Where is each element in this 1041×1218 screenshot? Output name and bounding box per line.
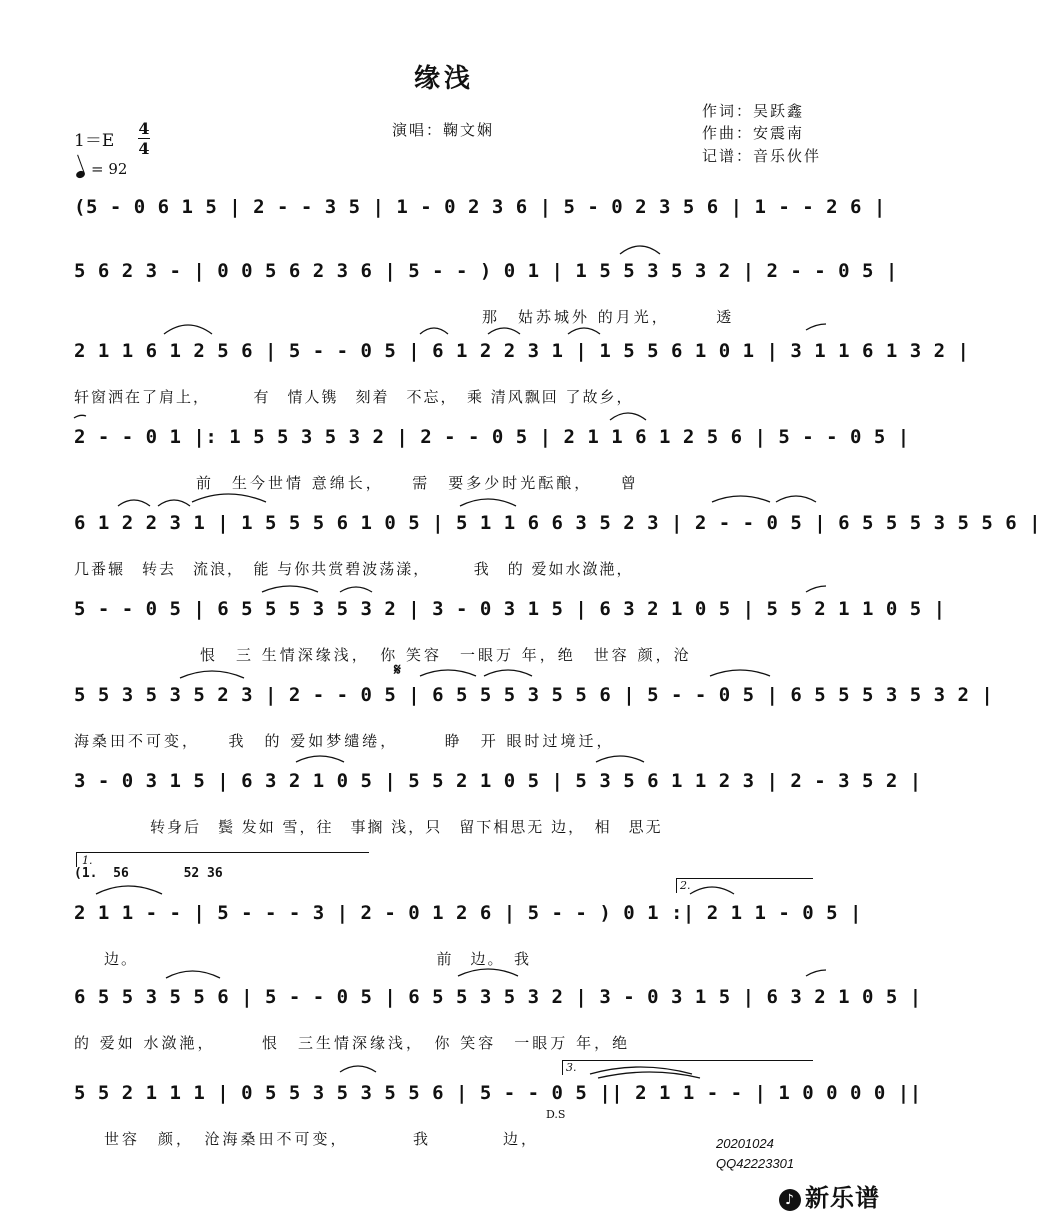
transcriber-credit: 记谱：音乐伙伴 [702,147,822,165]
notation-line: 5 6 2 3 - | 0 0 5 6 2 3 6 | 5 - - ) 0 1 | 1 5 5 3 5 3 2 | 2 - - 0 5 | [74,260,898,282]
slur-arc [568,328,600,334]
tempo-value: = 92 [91,160,128,178]
notation-line: 5 - - 0 5 | 6 5 5 5 3 5 3 2 | 3 - 0 3 1 5 | 6 3 2 1 0 5 | 5 5 2 1 1 0 5 | [74,598,946,620]
lyric-line: 轩窗洒在了肩上， 有 情人镌 刻着 不忘， 乘 清风飘回 了故乡， [74,388,634,406]
slur-arc [460,499,516,506]
lyric-line: 世容 颜， 沧海桑田不可变， 我 边， [104,1130,540,1148]
notation-line: 2 1 1 6 1 2 5 6 | 5 - - 0 5 | 6 1 2 2 3 1 | 1 5 5 6 1 0 1 | 3 1 1 6 1 3 2 | [74,340,970,362]
lyric-line: 几番辗 转去 流浪， 能 与你共赏碧波荡漾， 我 的 爱如水潋滟， [74,560,634,578]
notation-line: (5 - 0 6 1 5 | 2 - - 3 5 | 1 - 0 2 3 6 | 5 - 0 2 3 5 6 | 1 - - 2 6 | [74,196,886,218]
slur-arc [488,328,520,334]
lyric-line: 转身后 鬓 发如 雪，往 事搁 浅，只 留下相思无 边， 相 思无 [150,818,663,836]
lyric-line: 那 姑苏城外 的月光， 透 [482,308,735,326]
slur-arc [420,328,448,334]
time-signature-top: 4 [138,119,150,138]
segno-sign: 𝄋 [394,660,401,679]
slur-arc [192,494,266,502]
time-signature-bottom: 4 [138,139,150,158]
notation-line: 6 1 2 2 3 1 | 1 5 5 5 6 1 0 5 | 5 1 1 6 6 3 5 2 3 | 2 - - 0 5 | 6 5 5 5 3 5 5 6 | [74,512,1041,534]
notation-line: 2 - - 0 1 |: 1 5 5 3 5 3 2 | 2 - - 0 5 | 2 1 1 6 1 2 5 6 | 5 - - 0 5 | [74,426,910,448]
slur-arc [806,586,826,592]
logo-text: 新乐谱 [805,1184,880,1212]
slur-arc [420,670,476,676]
slur-arc [96,886,162,894]
slur-arc [806,324,826,330]
slur-arc [74,415,86,418]
page-title: 缘浅 [413,64,474,94]
qq-stamp: QQ42223301 [716,1156,795,1171]
ossia-notes: (1. 56 52 36 [74,866,223,881]
slur-arc [484,670,532,676]
volta-label-2: 2. [680,879,691,892]
lyricist-credit: 作词：吴跃鑫 [702,102,805,120]
lyric-line: 的 爱如 水潋滟， 恨 三生情深缘浅， 你 笑容 一眼万 年，绝 [74,1034,631,1052]
slur-arc [118,500,150,506]
slur-arc [340,587,372,592]
slur-arc [710,670,770,676]
lyric-line: 前 生今世情 意绵长， 需 要多少时光酝酿， 曾 [196,474,639,492]
slur-arc [590,1067,692,1074]
music-note-icon: ♪ [779,1189,801,1211]
dal-segno-mark: D.S [546,1108,566,1121]
slur-arc [296,756,344,762]
slur-arc [166,971,220,978]
slur-arc [596,756,644,762]
composer-credit: 作曲：安震南 [702,124,805,142]
slur-arc [806,970,826,976]
slur-arc [712,496,770,502]
slur-arc [180,671,244,678]
notation-line: 2 1 1 - - | 5 - - - 3 | 2 - 0 1 2 6 | 5 - - ) 0 1 :| 2 1 1 - 0 5 | [74,902,862,924]
key-signature: 1＝E [74,131,115,151]
slur-arc [620,246,660,254]
notation-line: 5 5 3 5 3 5 2 3 | 2 - - 0 5 | 6 5 5 5 3 5 5 6 | 5 - - 0 5 | 6 5 5 5 3 5 3 2 | [74,684,994,706]
slur-arc [158,500,190,506]
slur-arc [164,325,212,334]
slur-arc [610,413,646,420]
notation-line: 5 5 2 1 1 1 | 0 5 5 3 5 3 5 5 6 | 5 - - 0 5 || 2 1 1 - - | 1 0 0 0 0 || [74,1082,922,1104]
volta-label-3: 3. [566,1061,577,1074]
lyric-line: 边。 前 边。 我 [104,950,532,968]
notation-line: 3 - 0 3 1 5 | 6 3 2 1 0 5 | 5 5 2 1 0 5 | 5 3 5 6 1 1 2 3 | 2 - 3 5 2 | [74,770,922,792]
singer-credit: 演唱：鞠文娴 [392,121,495,139]
slur-arc [458,969,518,976]
volta-label-1: 1. [82,854,93,867]
slur-arc [598,1072,700,1078]
lyric-line: 海桑田不可变， 我 的 爱如梦缱绻， 睁 开 眼时过境迁， [74,732,615,750]
date-stamp: 20201024 [716,1136,774,1151]
lyric-line: 恨 三 生情深缘浅， 你 笑容 一眼万 年，绝 世容 颜，沧 [200,646,692,664]
slur-arc [340,1066,376,1072]
notation-line: 6 5 5 3 5 5 6 | 5 - - 0 5 | 6 5 5 3 5 3 2 | 3 - 0 3 1 5 | 6 3 2 1 0 5 | [74,986,922,1008]
slur-arc [776,496,816,502]
slur-arc [262,586,318,592]
slur-arc [690,887,734,894]
